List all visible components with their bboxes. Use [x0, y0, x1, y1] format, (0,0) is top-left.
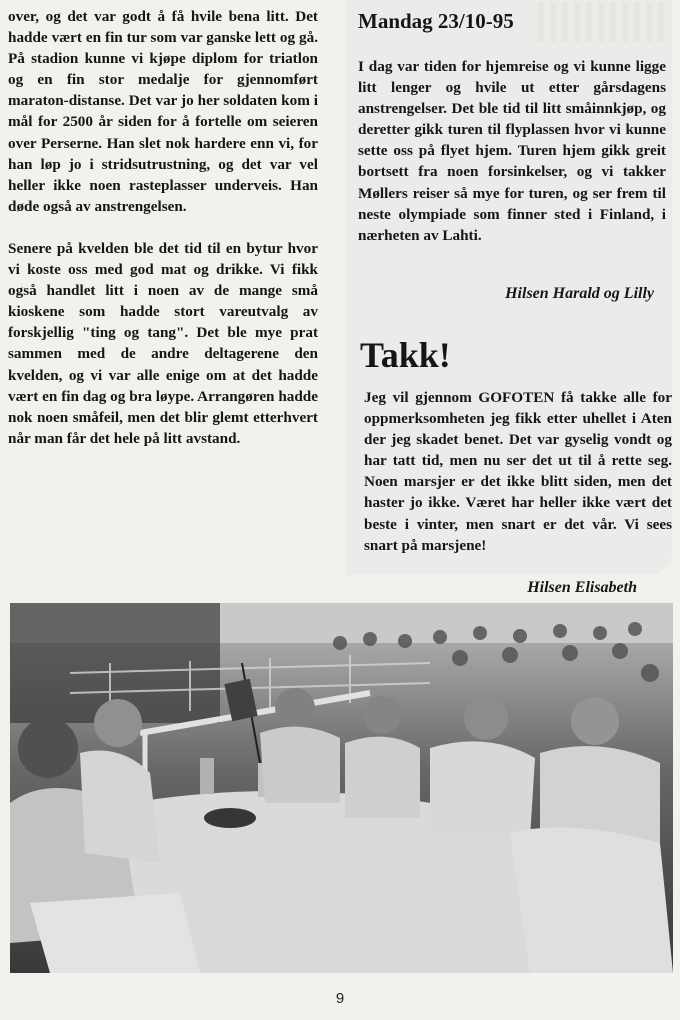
thanks-heading: Takk!: [360, 335, 451, 375]
bleed-through-texture: [538, 2, 668, 42]
left-column: [8, 6, 318, 470]
thanks-text: Jeg vil gjennom GOFOTEN få takke alle for oppmerksomheten jeg fikk etter uhellet i Aten der jeg skadet benet. Det var gyselig vondt og har tatt tid, men nu ser det ut til å rette seg. Noen marsjer er det ikke blitt siden, men det haster jo ikke. Været har heller ikke vært det beste i vinter, men snart er det vår. Vi sees snart på marsjene!: [364, 389, 672, 554]
diary-heading: Mandag 23/10-95: [358, 9, 514, 33]
group-photo: [10, 603, 673, 973]
photo-illustration: [10, 603, 673, 973]
left-paragraph-1: over, og det var godt å få hvile bena litt. Det hadde vært en fin tur som var ganske lett og gå. På stadion kunne vi kjøpe diplom for triatlon og en fin stor medalje for gjennomført maraton-distanse. Det var jo her soldaten kom i mål for 2500 år siden for å fortelle om seieren over Perserne. Han slet nok hardere enn vi, for han løp jo i stridsutrustning, og det var vel heller ikke noen rasteplasser underveis. Han døde også av anstrengelsen.: [8, 8, 318, 215]
page-number: 9: [335, 990, 345, 1007]
diary-text: I dag var tiden for hjemreise og vi kunne ligge litt lenger og hvile ut etter gårsdagens anstrengelser. Det ble tid til litt småinnkjøp, og deretter gikk turen til flyplassen hvor vi kunne sette oss på flyet hjem. Turen hjem gikk greit bortsett fra noen forsinkelser, og vi takker Møllers reiser så mye for turen, og ser frem til neste olympiade som finner sted i Finland, i nærheten av Lahti.: [358, 58, 666, 244]
thanks-signature: Hilsen Elisabeth: [527, 579, 637, 596]
diary-signature: Hilsen Harald og Lilly: [505, 285, 654, 302]
left-paragraph-2: Senere på kvelden ble det tid til en bytur hvor vi koste oss med god mat og drikke. Vi fikk også handlet litt i noen av de mange små kioskene som hadde stort vareutvalg av forskjellig "ting og tang". Det ble mye prat sammen med de andre deltagerene den kvelden, og vi var alle enige om at det hadde vært en fin dag og bra løype. Arrangøren hadde nok noen småfeil, men det blir glemt etterhvert når man får det hele på litt avstand.: [8, 239, 318, 447]
